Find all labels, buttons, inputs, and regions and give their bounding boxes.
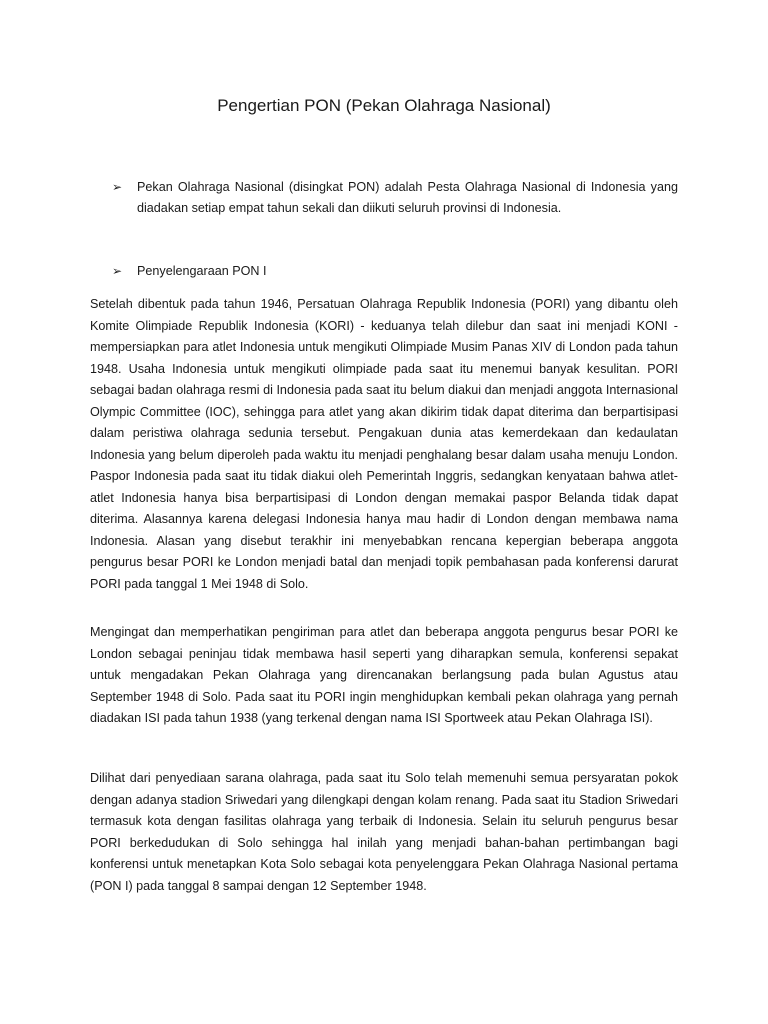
arrow-bullet-icon: ➢ [112,180,123,194]
paragraph-history: Setelah dibentuk pada tahun 1946, Persatuan Olahraga Republik Indonesia (PORI) yang dibantu oleh Komite Olimpiade Republik Indonesia (KORI) - keduanya telah dilebur dan saat ini menjadi KONI - mempersiapkan para atlet Indonesia untuk mengikuti Olimpiade Musim Panas XIV di London pada tahun 1948. Usaha Indonesia untuk mengikuti olimpiade pada saat itu menemui banyak kesulitan. PORI sebagai badan olahraga resmi di Indonesia pada saat itu belum diakui dan menjadi anggota Internasional Olympic Committee (IOC), sehingga para atlet yang akan dikirim tidak dapat diterima dan berpartisipasi dalam peristiwa olahraga sedunia tersebut. Pengakuan dunia atas kemerdekaan dan kedaulatan Indonesia yang belum diperoleh pada waktu itu menjadi penghalang besar dalam usaha menuju London. Paspor Indonesia pada saat itu tidak diakui oleh Pemerintah Inggris, sedangkan kenyataan bahwa atlet-atlet Indonesia hanya bisa berpartisipasi di London dengan memakai paspor Belanda tidak dapat diterima. Alasannya karena delegasi Indonesia hanya mau hadir di London dengan membawa nama Indonesia. Alasan yang disebut terakhir ini menyebabkan rencana kepergian beberapa anggota pengurus besar PORI ke London menjadi batal dan menjadi topik pembahasan pada konferensi darurat PORI pada tanggal 1 Mei 1948 di Solo. [90,297,678,591]
arrow-bullet-icon: ➢ [112,264,123,278]
page-title: Pengertian PON (Pekan Olahraga Nasional) [217,96,551,115]
bullet-text: Penyelengaraan PON I [137,264,267,278]
paragraph-conference: Mengingat dan memperhatikan pengiriman para atlet dan beberapa anggota pengurus besar PORI ke London sebagai peninjau tidak membawa hasil seperti yang diharapkan semula, konferensi sepakat untuk mengadakan Pekan Olahraga yang direncanakan berlangsung pada bulan Agustus atau September 1948 di Solo. Pada saat itu PORI ingin menghidupkan kembali pekan olahraga yang pernah diadakan ISI pada tahun 1938 (yang terkenal dengan nama ISI Sportweek atau Pekan Olahraga ISI). [90,625,678,725]
bullet-item-pon-i [112,261,678,282]
bullet-item-definition [112,177,678,219]
bullet-text: Pekan Olahraga Nasional (disingkat PON) adalah Pesta Olahraga Nasional di Indonesia yang diadakan setiap empat tahun sekali dan diikuti seluruh provinsi di Indonesia. [137,180,678,215]
paragraph-solo: Dilihat dari penyediaan sarana olahraga, pada saat itu Solo telah memenuhi semua persyaratan pokok dengan adanya stadion Sriwedari yang dilengkapi dengan kolam renang. Pada saat itu Stadion Sriwedari termasuk kota dengan fasilitas olahraga yang terbaik di Indonesia. Selain itu seluruh pengurus besar PORI berkedudukan di Solo sehingga hal inilah yang menjadi bahan-bahan pertimbangan bagi konferensi untuk menetapkan Kota Solo sebagai kota penyelenggara Pekan Olahraga Nasional pertama (PON I) pada tanggal 8 sampai dengan 12 September 1948. [90,771,678,893]
